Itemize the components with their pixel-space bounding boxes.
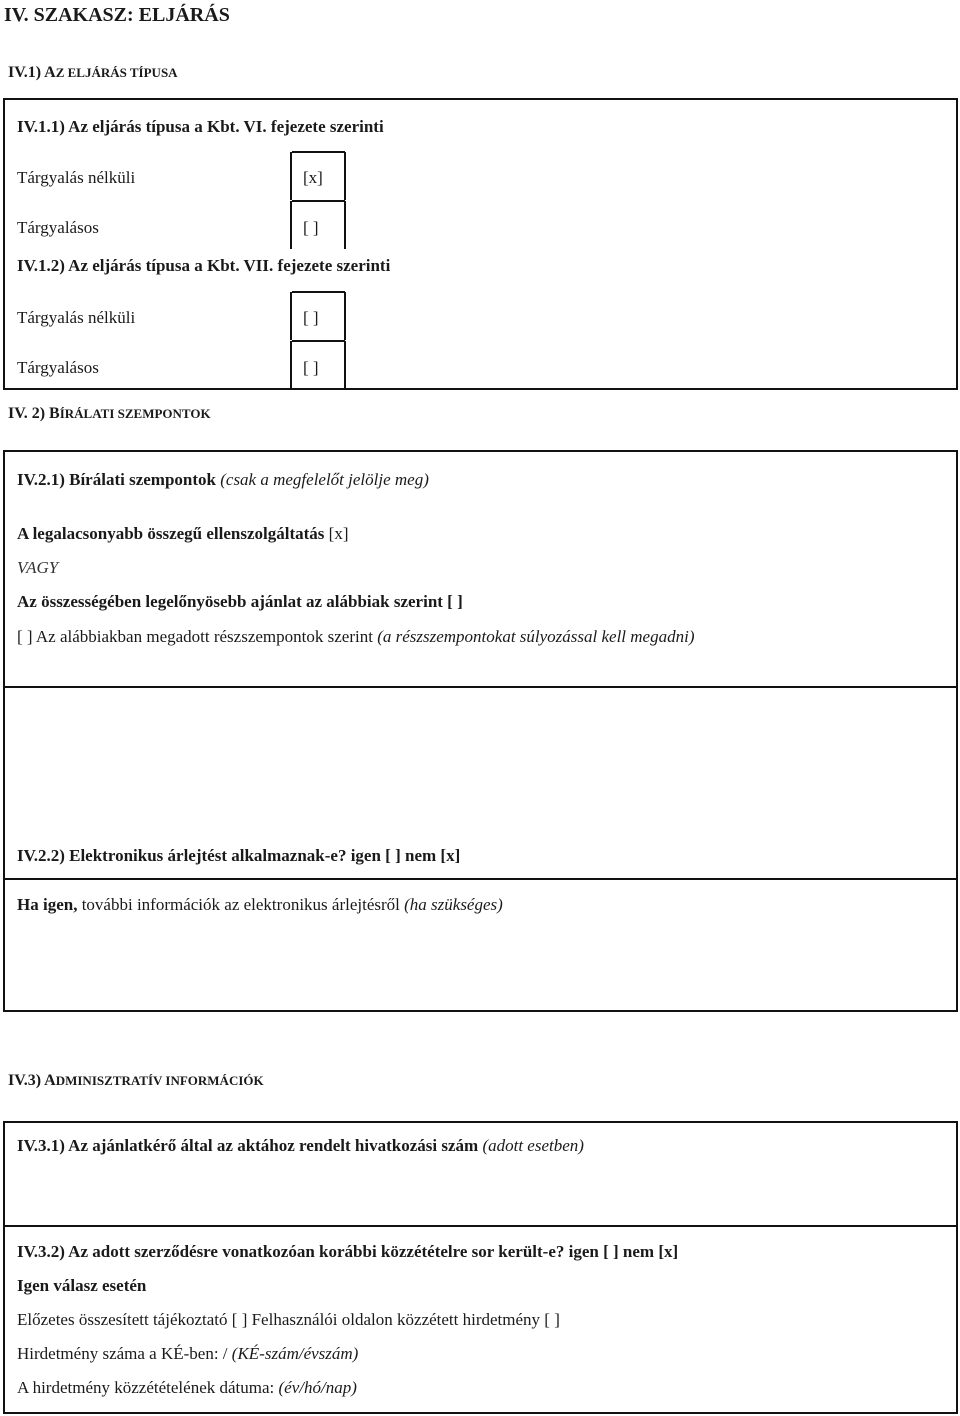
sub-criteria-line bbox=[17, 627, 695, 647]
auction-question: IV.2.2) Elektronikus árlejtést alkalmaznak-e? igen [ ] nem [x] bbox=[17, 846, 461, 865]
box3-top-border bbox=[3, 1121, 958, 1123]
box2-top-border bbox=[3, 450, 958, 452]
iv221-label: IV.2.1) Bírálati szempontok bbox=[17, 470, 216, 489]
iv2-heading-rest: ÍRÁLATI SZEMPONTOK bbox=[59, 406, 211, 421]
option-checkbox[interactable]: [ ] bbox=[303, 358, 319, 377]
sub-criteria-input-area[interactable] bbox=[6, 690, 954, 820]
iv2-heading bbox=[8, 405, 211, 423]
auction-info-text: további információk az elektronikus árlejtésről bbox=[81, 895, 400, 914]
reference-number-label: IV.3.1) Az ajánlatkérő által az aktához rendelt hivatkozási szám bbox=[17, 1136, 479, 1155]
box1-top-border bbox=[3, 98, 958, 100]
iv3-heading bbox=[8, 1072, 264, 1090]
box4-bottom-border bbox=[3, 1412, 958, 1414]
publication-date-line bbox=[17, 1378, 357, 1398]
option-checkbox[interactable]: [x] bbox=[303, 168, 323, 187]
criteria-area-divider bbox=[3, 686, 958, 688]
box2-bottom-border bbox=[3, 1010, 958, 1012]
box4-right-border bbox=[956, 1227, 958, 1414]
sub-criteria-label: Az alábbiakban megadott részszempontok szerint bbox=[35, 627, 373, 646]
sub-criteria-checkbox[interactable]: [ ] bbox=[17, 627, 33, 646]
column-divider bbox=[344, 152, 346, 200]
or-text: VAGY bbox=[17, 558, 59, 577]
reference-number-line bbox=[17, 1136, 584, 1156]
auction-info-note: (ha szükséges) bbox=[404, 895, 503, 914]
box1-right-border bbox=[956, 98, 958, 390]
row-divider bbox=[292, 340, 345, 342]
box4-left-border bbox=[3, 1227, 5, 1414]
iv1-heading bbox=[8, 64, 178, 82]
notice-number-line bbox=[17, 1344, 358, 1364]
reference-number-input-area[interactable] bbox=[6, 1165, 954, 1221]
box3-bottom-border bbox=[3, 1225, 958, 1227]
option-label: Tárgyalásos bbox=[17, 218, 99, 237]
column-divider bbox=[290, 152, 292, 200]
lowest-price-line bbox=[17, 524, 349, 544]
section-title: IV. SZAKASZ: ELJÁRÁS bbox=[4, 4, 230, 26]
column-divider bbox=[290, 292, 292, 340]
column-divider bbox=[344, 341, 346, 389]
iv221-note: (csak a megfelelőt jelölje meg) bbox=[220, 470, 429, 489]
auction-divider bbox=[3, 878, 958, 880]
option-checkbox[interactable]: [ ] bbox=[303, 308, 319, 327]
lowest-price-label: A legalacsonyabb összegű ellenszolgáltatás bbox=[17, 524, 325, 543]
option-label: Tárgyalás nélküli bbox=[17, 308, 136, 327]
option-checkbox[interactable]: [ ] bbox=[303, 218, 319, 237]
column-divider bbox=[290, 341, 292, 389]
best-value-option[interactable]: Az összességében legelőnyösebb ajánlat az alábbiak szerint [ ] bbox=[17, 592, 463, 611]
column-divider bbox=[344, 292, 346, 340]
box3-left-border bbox=[3, 1121, 5, 1227]
publication-date-note: (év/hó/nap) bbox=[278, 1378, 357, 1397]
publication-date-label: A hirdetmény közzétételének dátuma: bbox=[17, 1378, 275, 1397]
sub-criteria-note: (a részszempontokat súlyozással kell megadni) bbox=[377, 627, 695, 646]
prior-publication-question: IV.3.2) Az adott szerződésre vonatkozóan korábbi közzétételre sor került-e? igen [ ] nem [x] bbox=[17, 1242, 679, 1261]
iv221-line bbox=[17, 470, 429, 490]
iv111-label: IV.1.1) Az eljárás típusa a Kbt. VI. fejezete szerinti bbox=[17, 117, 384, 136]
option-label: Tárgyalás nélküli bbox=[17, 168, 136, 187]
column-divider bbox=[290, 201, 292, 249]
notice-types-options[interactable]: Előzetes összesített tájékoztató [ ] Felhasználói oldalon közzétett hirdetmény [ ] bbox=[17, 1310, 560, 1329]
row-divider bbox=[292, 151, 345, 153]
row-divider bbox=[292, 200, 345, 202]
auction-info-line bbox=[17, 895, 503, 915]
column-divider bbox=[344, 201, 346, 249]
auction-info-input-area[interactable] bbox=[6, 925, 954, 1007]
iv3-heading-rest: DMINISZTRATÍV INFORMÁCIÓK bbox=[55, 1073, 264, 1088]
reference-number-note: (adott esetben) bbox=[482, 1136, 584, 1155]
yes-case-label: Igen válasz esetén bbox=[17, 1276, 147, 1295]
iv1-heading-prefix: IV.1) A bbox=[8, 64, 56, 81]
box3-right-border bbox=[956, 1121, 958, 1227]
option-label: Tárgyalásos bbox=[17, 358, 99, 377]
iv112-label: IV.1.2) Az eljárás típusa a Kbt. VII. fejezete szerinti bbox=[17, 256, 391, 275]
notice-number-label: Hirdetmény száma a KÉ-ben: / bbox=[17, 1344, 228, 1363]
lowest-price-checkbox[interactable]: [x] bbox=[328, 524, 349, 543]
iv1-heading-rest: Z ELJÁRÁS TÍPUSA bbox=[55, 65, 178, 80]
auction-info-bold: Ha igen, bbox=[17, 895, 78, 914]
iv3-heading-prefix: IV.3) A bbox=[8, 1072, 56, 1089]
box2-left-border bbox=[3, 450, 5, 1012]
box1-left-border bbox=[3, 98, 5, 390]
iv2-heading-prefix: IV. 2) B bbox=[8, 405, 60, 422]
notice-number-note: (KÉ-szám/évszám) bbox=[231, 1344, 359, 1363]
row-divider bbox=[292, 291, 345, 293]
box1-bottom-border bbox=[3, 388, 958, 390]
box2-right-border bbox=[956, 450, 958, 1012]
